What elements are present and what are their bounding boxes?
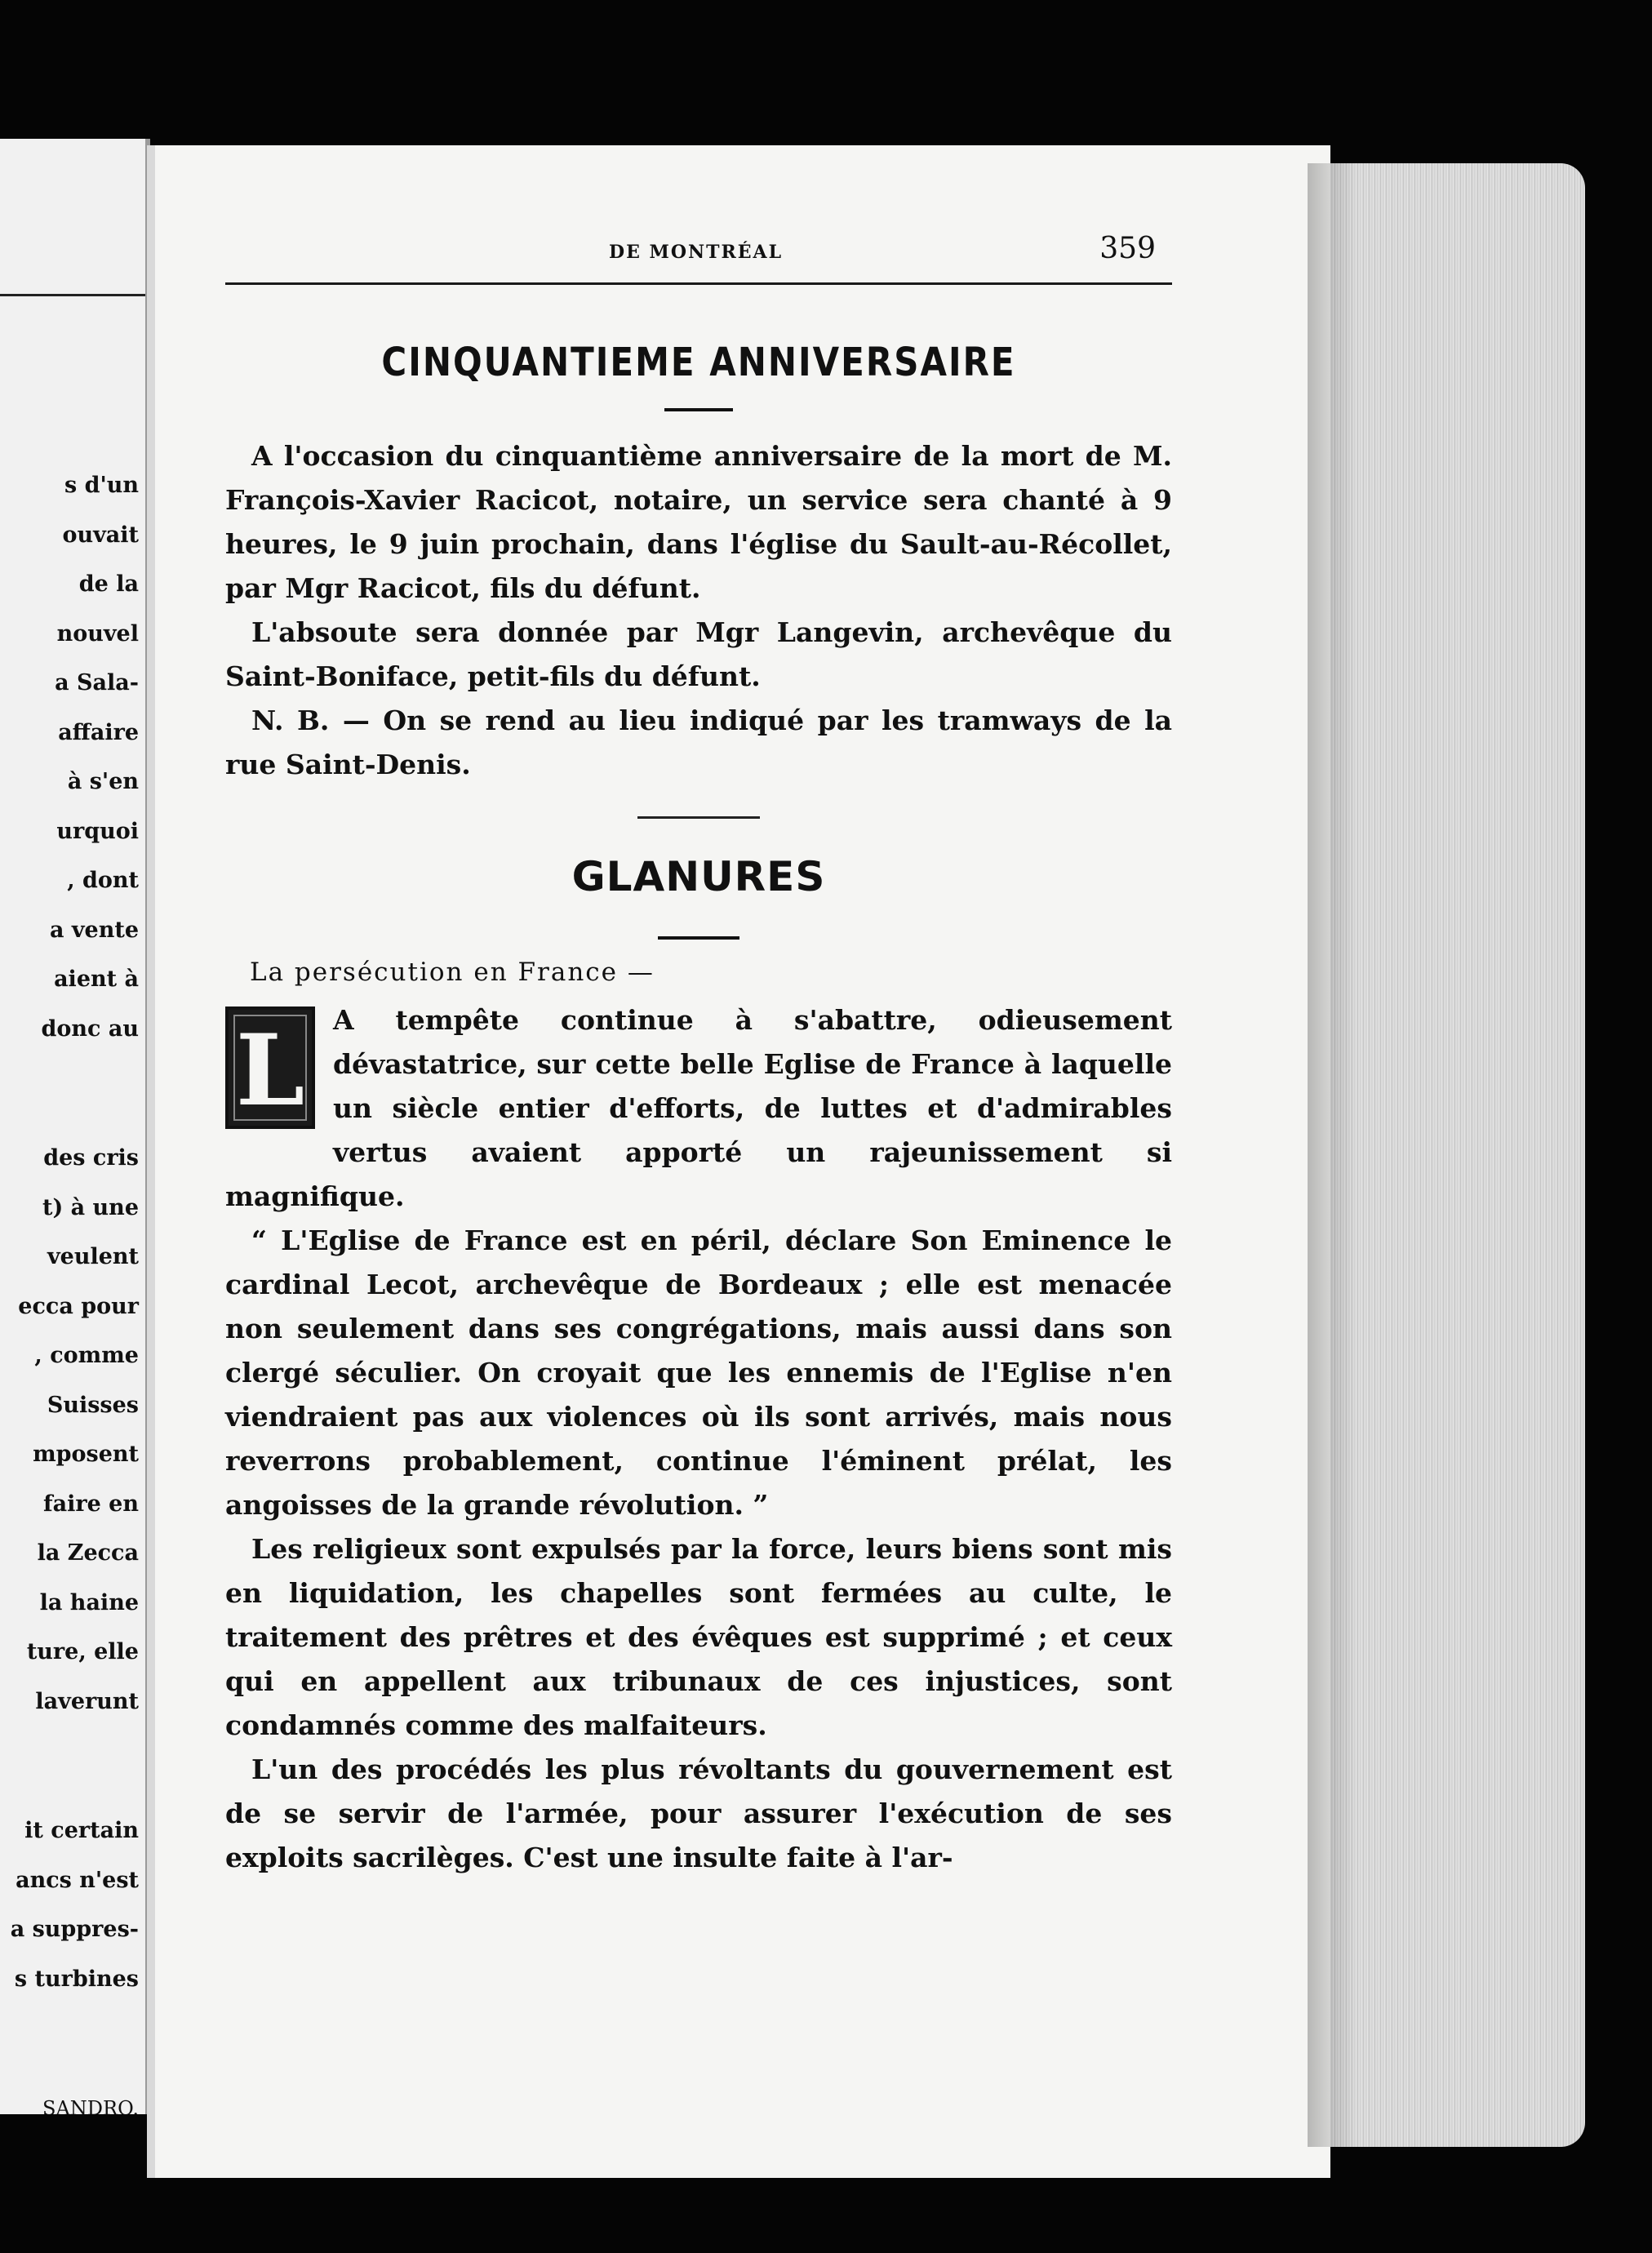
left-line: a Sala- xyxy=(55,670,139,695)
page-number: 359 xyxy=(1099,232,1156,265)
article-paragraph: A l'occasion du cinquantième anniversaire de la mort de M. François-Xavier Racicot, notaire, un service sera chanté à 9 heures, le 9 juin prochain, dans l'église du Sault-au-Récollet, par Mgr Racicot, fils du défunt. xyxy=(225,440,1172,604)
left-line: a vente xyxy=(49,917,139,943)
left-line: la Zecca xyxy=(37,1540,139,1566)
left-line: de la xyxy=(78,571,139,597)
left-line: , dont xyxy=(67,868,139,893)
left-line: s d'un xyxy=(64,473,139,498)
left-line: it certain xyxy=(24,1818,139,1843)
left-gap xyxy=(0,1054,139,1134)
title-rule xyxy=(664,408,733,411)
left-line: ancs n'est xyxy=(16,1867,139,1893)
dropcap-paragraph xyxy=(225,998,1172,1219)
left-page-header-rule xyxy=(0,294,145,296)
section-title: GLANURES xyxy=(571,853,826,900)
left-signature: SANDRO. xyxy=(42,2097,139,2114)
page-gutter-shadow xyxy=(1308,163,1357,2147)
left-gap xyxy=(0,2004,139,2084)
left-line: affaire xyxy=(58,719,139,745)
section-subhead: La persécution en France — xyxy=(250,958,655,987)
left-line: mposent xyxy=(33,1442,139,1467)
left-line: ouvait xyxy=(62,522,139,548)
article-title: CINQUANTIEME ANNIVERSAIRE xyxy=(381,339,1016,385)
article-paragraph: Les religieux sont expulsés par la force, leurs biens sont mis en liquidation, les chapelles sont fermées au culte, le traitement des prêtres et des évêques est supprimé ; et ceux qui en appellent aux tribunaux de ces injustices, sont condamnés comme des malfaiteurs. xyxy=(225,1533,1172,1741)
page-header xyxy=(225,232,1172,285)
left-line: à s'en xyxy=(67,769,139,794)
left-line: des cris xyxy=(43,1145,139,1171)
article-paragraph: L'un des procédés les plus révoltants du gouvernement est de se servir de l'armée, pour assurer l'exécution de ses exploits sacrilèges. C'est une insulte faite à l'ar- xyxy=(225,1753,1172,1873)
left-line: laverunt xyxy=(35,1688,139,1714)
left-line: ture, elle xyxy=(26,1639,139,1664)
left-line: la haine xyxy=(39,1589,139,1615)
left-line: Suisses xyxy=(47,1392,139,1418)
left-line: nouvel xyxy=(56,620,139,647)
article-paragraph: N. B. — On se rend au lieu indiqué par les tramways de la rue Saint-Denis. xyxy=(225,704,1172,780)
left-line: a suppres- xyxy=(10,1917,139,1942)
left-line: aient à xyxy=(54,967,139,992)
left-line: , comme xyxy=(34,1343,139,1368)
section-divider xyxy=(637,816,760,819)
ornamental-dropcap: L xyxy=(225,1007,315,1129)
article-paragraph: A tempête continue à s'abattre, odieusement dévastatrice, sur cette belle Eglise de France à laquelle un siècle entier d'efforts, de luttes et d'admirables vertus avaient apporté un rajeunissement si magnifique. xyxy=(225,1004,1172,1212)
left-line: t) à une xyxy=(42,1194,139,1220)
left-line: ecca pour xyxy=(18,1293,139,1319)
article-paragraph: L'absoute sera donnée par Mgr Langevin, archevêque du Saint-Boniface, petit-fils du défunt. xyxy=(225,616,1172,692)
section-title-rule xyxy=(658,936,739,940)
left-line: donc au xyxy=(41,1015,139,1042)
left-gap xyxy=(0,1726,139,1806)
page-content xyxy=(225,232,1172,1880)
left-line: s turbines xyxy=(14,1966,139,1992)
left-page-text xyxy=(0,461,139,2114)
article-paragraph: “ L'Eglise de France est en péril, déclare Son Eminence le cardinal Lecot, archevêque de Bordeaux ; elle est menacée non seulement dans ses congrégations, mais aussi dans son clergé séculier. On croyait que les ennemis de l'Eglise n'en viendraient pas aux violences où ils sont arrivés, mais nous reverrons probablement, continue l'éminent prélat, les angoisses de la grande révolution. ” xyxy=(225,1224,1172,1521)
left-line: urquoi xyxy=(56,818,139,844)
left-facing-page xyxy=(0,139,150,2114)
left-line: veulent xyxy=(47,1244,139,1269)
left-line: faire en xyxy=(43,1491,139,1517)
running-head: DE MONTRÉAL xyxy=(609,242,784,263)
